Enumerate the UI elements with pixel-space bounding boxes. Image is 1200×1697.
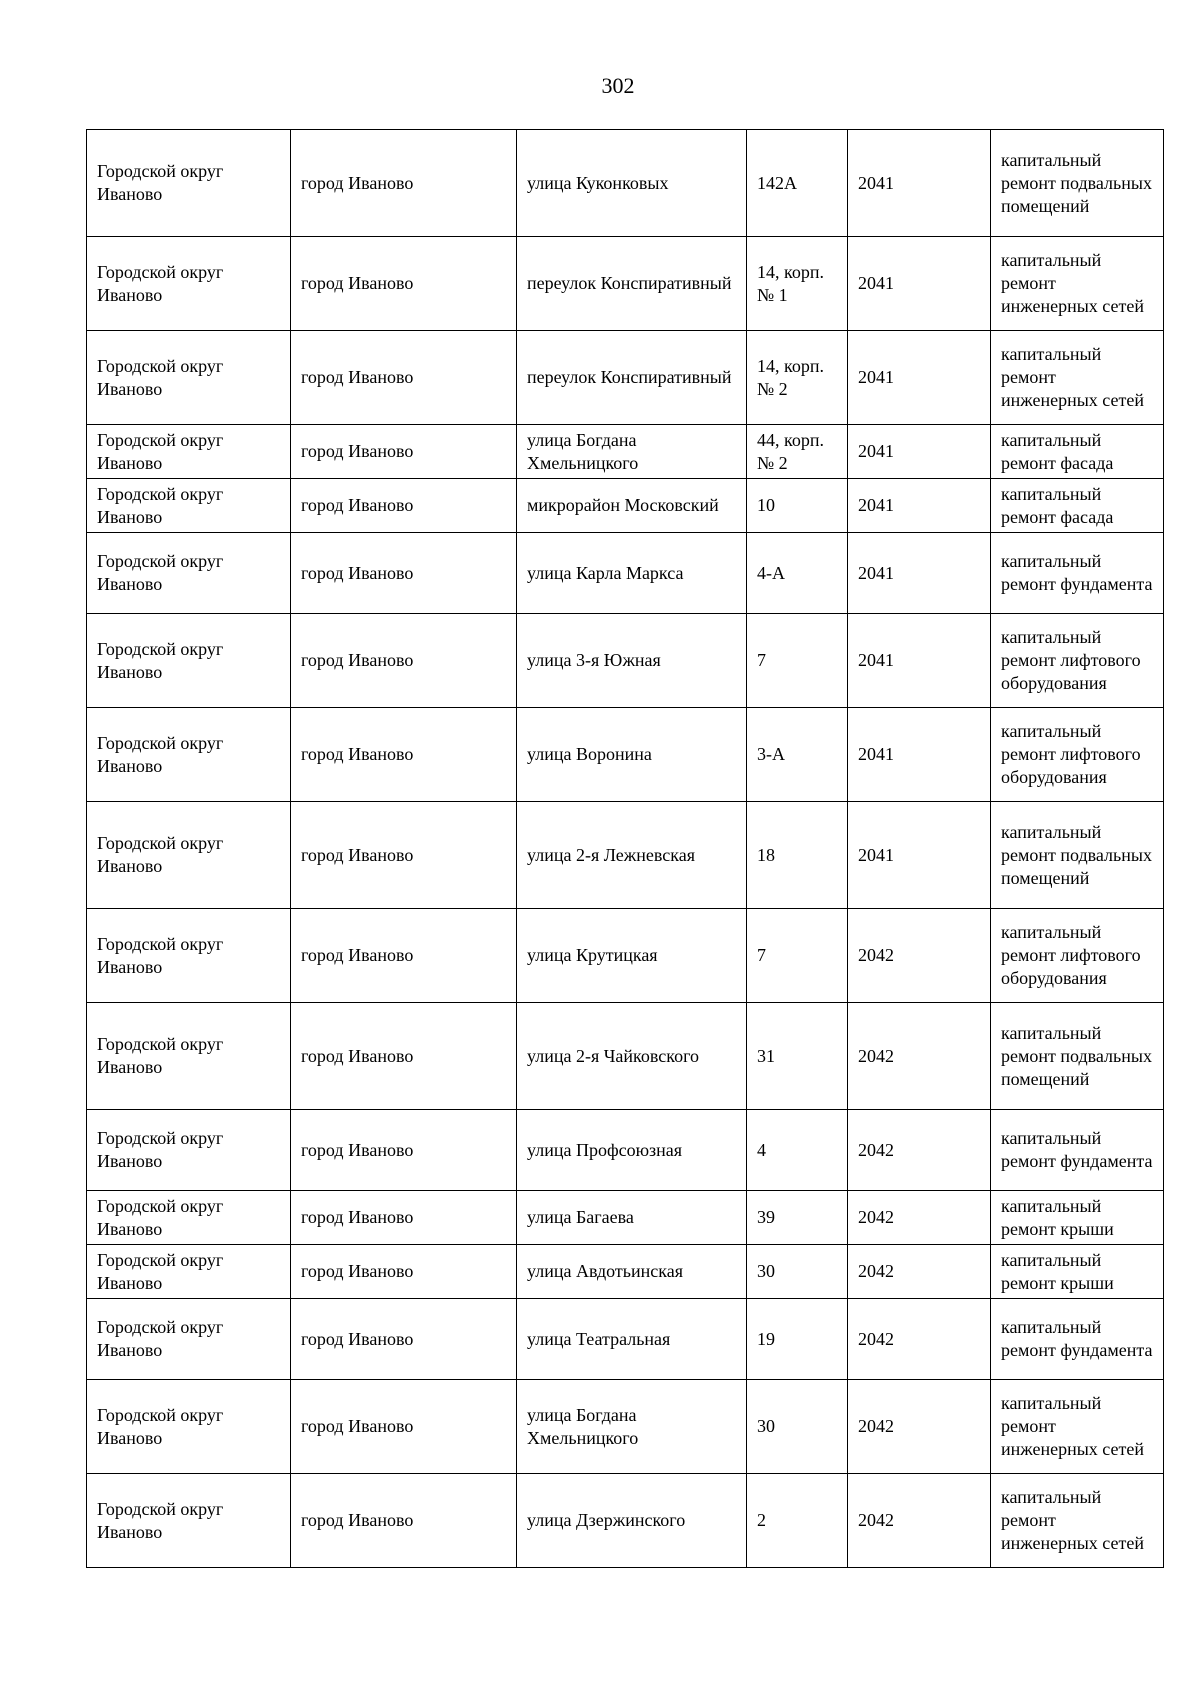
work-type-cell: капитальный ремонт инженерных сетей: [991, 237, 1164, 331]
work-type-cell: капитальный ремонт инженерных сетей: [991, 331, 1164, 425]
table-row: [87, 425, 1164, 479]
street-cell: переулок Конспиративный: [517, 331, 747, 425]
work-type-cell: капитальный ремонт инженерных сетей: [991, 1380, 1164, 1474]
house-cell: 7: [747, 909, 848, 1003]
table-row: [87, 1299, 1164, 1380]
house-cell: 44, корп. № 2: [747, 425, 848, 479]
work-type-cell: капитальный ремонт фасада: [991, 425, 1164, 479]
house-cell: 4-А: [747, 533, 848, 614]
table-row: [87, 130, 1164, 237]
district-cell: Городской округ Иваново: [87, 708, 291, 802]
locality-cell: город Иваново: [291, 909, 517, 1003]
locality-cell: город Иваново: [291, 1299, 517, 1380]
work-type-cell: капитальный ремонт подвальных помещений: [991, 802, 1164, 909]
house-cell: 30: [747, 1380, 848, 1474]
street-cell: улица Театральная: [517, 1299, 747, 1380]
street-cell: улица Авдотьинская: [517, 1245, 747, 1299]
year-cell: 2041: [848, 533, 991, 614]
locality-cell: город Иваново: [291, 331, 517, 425]
locality-cell: город Иваново: [291, 802, 517, 909]
house-cell: 14, корп. № 1: [747, 237, 848, 331]
table-row: [87, 331, 1164, 425]
year-cell: 2042: [848, 1380, 991, 1474]
locality-cell: город Иваново: [291, 1191, 517, 1245]
year-cell: 2042: [848, 1191, 991, 1245]
table-row: [87, 708, 1164, 802]
locality-cell: город Иваново: [291, 1245, 517, 1299]
year-cell: 2041: [848, 614, 991, 708]
street-cell: улица Карла Маркса: [517, 533, 747, 614]
year-cell: 2041: [848, 479, 991, 533]
locality-cell: город Иваново: [291, 708, 517, 802]
district-cell: Городской округ Иваново: [87, 1245, 291, 1299]
table-row: [87, 1380, 1164, 1474]
table-row: [87, 1474, 1164, 1568]
table-row: [87, 614, 1164, 708]
district-cell: Городской округ Иваново: [87, 130, 291, 237]
table-row: [87, 533, 1164, 614]
year-cell: 2041: [848, 425, 991, 479]
street-cell: улица Куконковых: [517, 130, 747, 237]
district-cell: Городской округ Иваново: [87, 1299, 291, 1380]
district-cell: Городской округ Иваново: [87, 533, 291, 614]
year-cell: 2041: [848, 331, 991, 425]
work-type-cell: капитальный ремонт инженерных сетей: [991, 1474, 1164, 1568]
district-cell: Городской округ Иваново: [87, 1003, 291, 1110]
house-cell: 2: [747, 1474, 848, 1568]
work-type-cell: капитальный ремонт лифтового оборудования: [991, 708, 1164, 802]
district-cell: Городской округ Иваново: [87, 1191, 291, 1245]
table-row: [87, 1191, 1164, 1245]
work-type-cell: капитальный ремонт крыши: [991, 1191, 1164, 1245]
year-cell: 2042: [848, 1110, 991, 1191]
district-cell: Городской округ Иваново: [87, 479, 291, 533]
house-cell: 3-А: [747, 708, 848, 802]
street-cell: микрорайон Московский: [517, 479, 747, 533]
year-cell: 2041: [848, 802, 991, 909]
page-number: 302: [601, 73, 635, 98]
table-row: [87, 1110, 1164, 1191]
district-cell: Городской округ Иваново: [87, 425, 291, 479]
locality-cell: город Иваново: [291, 1110, 517, 1191]
year-cell: 2042: [848, 1003, 991, 1110]
table-row: [87, 479, 1164, 533]
street-cell: улица Богдана Хмельницкого: [517, 1380, 747, 1474]
street-cell: улица Профсоюзная: [517, 1110, 747, 1191]
table-row: [87, 237, 1164, 331]
street-cell: переулок Конспиративный: [517, 237, 747, 331]
locality-cell: город Иваново: [291, 614, 517, 708]
district-cell: Городской округ Иваново: [87, 237, 291, 331]
table-row: [87, 1245, 1164, 1299]
district-cell: Городской округ Иваново: [87, 1110, 291, 1191]
work-type-cell: капитальный ремонт лифтового оборудования: [991, 614, 1164, 708]
house-cell: 18: [747, 802, 848, 909]
district-cell: Городской округ Иваново: [87, 614, 291, 708]
house-cell: 10: [747, 479, 848, 533]
locality-cell: город Иваново: [291, 479, 517, 533]
locality-cell: город Иваново: [291, 237, 517, 331]
work-type-cell: капитальный ремонт фундамента: [991, 1110, 1164, 1191]
street-cell: улица Багаева: [517, 1191, 747, 1245]
district-cell: Городской округ Иваново: [87, 909, 291, 1003]
table-row: [87, 802, 1164, 909]
house-cell: 39: [747, 1191, 848, 1245]
work-type-cell: капитальный ремонт подвальных помещений: [991, 1003, 1164, 1110]
street-cell: улица 3-я Южная: [517, 614, 747, 708]
year-cell: 2042: [848, 1245, 991, 1299]
street-cell: улица 2-я Лежневская: [517, 802, 747, 909]
work-type-cell: капитальный ремонт лифтового оборудования: [991, 909, 1164, 1003]
district-cell: Городской округ Иваново: [87, 1474, 291, 1568]
locality-cell: город Иваново: [291, 533, 517, 614]
repair-schedule-table: [86, 129, 1164, 1568]
locality-cell: город Иваново: [291, 130, 517, 237]
locality-cell: город Иваново: [291, 1380, 517, 1474]
table-row: [87, 909, 1164, 1003]
house-cell: 142А: [747, 130, 848, 237]
street-cell: улица Дзержинского: [517, 1474, 747, 1568]
locality-cell: город Иваново: [291, 1474, 517, 1568]
work-type-cell: капитальный ремонт фундамента: [991, 533, 1164, 614]
house-cell: 19: [747, 1299, 848, 1380]
street-cell: улица 2-я Чайковского: [517, 1003, 747, 1110]
house-cell: 7: [747, 614, 848, 708]
year-cell: 2042: [848, 1474, 991, 1568]
work-type-cell: капитальный ремонт подвальных помещений: [991, 130, 1164, 237]
year-cell: 2041: [848, 237, 991, 331]
work-type-cell: капитальный ремонт крыши: [991, 1245, 1164, 1299]
work-type-cell: капитальный ремонт фундамента: [991, 1299, 1164, 1380]
street-cell: улица Богдана Хмельницкого: [517, 425, 747, 479]
table-row: [87, 1003, 1164, 1110]
house-cell: 4: [747, 1110, 848, 1191]
house-cell: 30: [747, 1245, 848, 1299]
year-cell: 2041: [848, 130, 991, 237]
locality-cell: город Иваново: [291, 1003, 517, 1110]
street-cell: улица Крутицкая: [517, 909, 747, 1003]
year-cell: 2042: [848, 909, 991, 1003]
district-cell: Городской округ Иваново: [87, 331, 291, 425]
district-cell: Городской округ Иваново: [87, 1380, 291, 1474]
year-cell: 2041: [848, 708, 991, 802]
street-cell: улица Воронина: [517, 708, 747, 802]
district-cell: Городской округ Иваново: [87, 802, 291, 909]
house-cell: 14, корп. № 2: [747, 331, 848, 425]
year-cell: 2042: [848, 1299, 991, 1380]
work-type-cell: капитальный ремонт фасада: [991, 479, 1164, 533]
house-cell: 31: [747, 1003, 848, 1110]
locality-cell: город Иваново: [291, 425, 517, 479]
